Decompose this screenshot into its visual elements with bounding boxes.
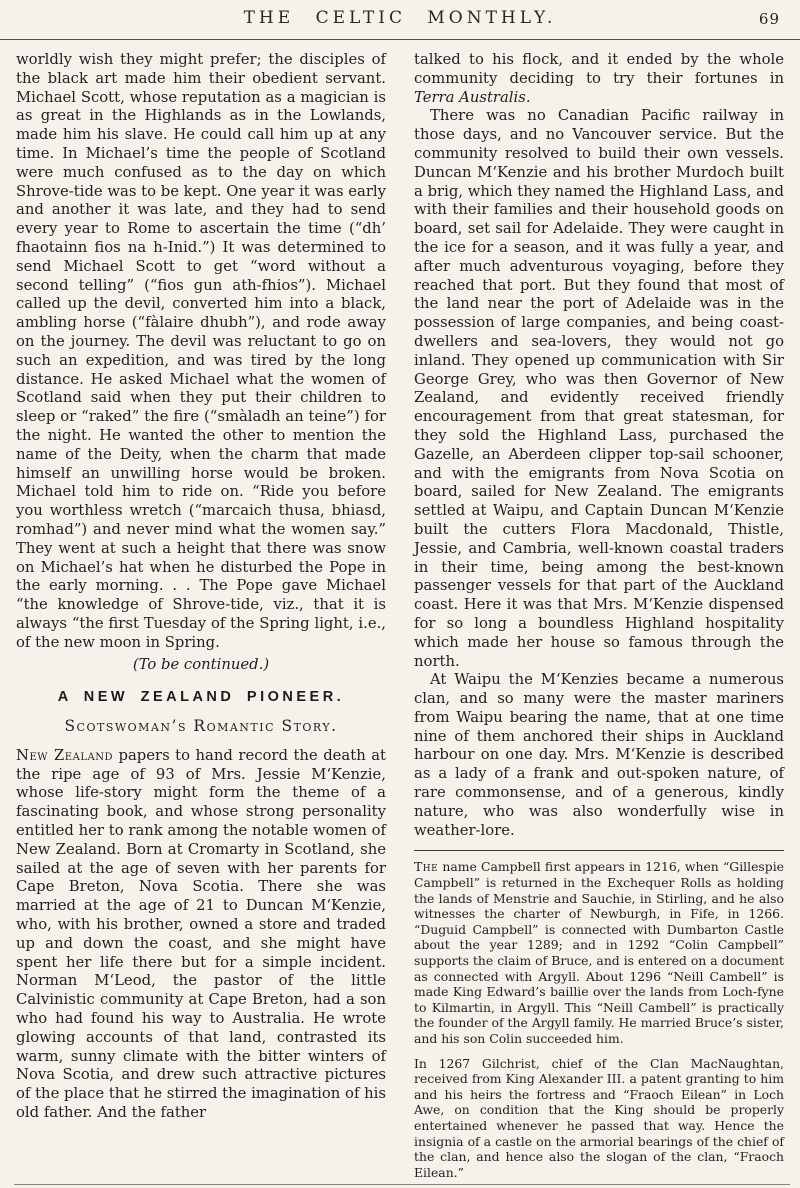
masthead-row bbox=[16, 8, 784, 34]
macnaughtan-note-lead: In bbox=[414, 1055, 427, 1071]
masthead bbox=[16, 8, 784, 40]
campbell-note bbox=[414, 859, 784, 1046]
article-opening-text: papers to hand record the death at the ripe age of 93 of Mrs. Jessie M‘Kenzie, whose life-story might form the theme of a fascinating book, and whose strong personality entitled her to rank among the notable women of New Zealand. Born at Cromarty in Scotland, she sailed at the age of seven with her parents for Cape Breton, Nova Scotia. There she was married at the age of 21 to Duncan M‘Kenzie, who, with his brother, owned a store and traded up and down the coast, and she might have spent her life there but for a simple incident. Norman M‘Leod, the pastor of the little Calvinistic community at Cape Breton, had a son who had found his way to Australia. He wrote glowing accounts of that land, contrasted its warm, sunny climate with the bitter winters of Nova Scotia, and drew such attractive pictures of the place that he stirred the imagination of his old father. And the father bbox=[16, 746, 386, 1122]
continued-paragraph bbox=[414, 51, 784, 107]
article-opening-paragraph bbox=[16, 747, 386, 1123]
article-subheading: Scotswoman’s Romantic Story. bbox=[64, 717, 338, 736]
latin-phrase: Terra Australis. bbox=[414, 88, 531, 106]
campbell-note-text: name Campbell first appears in 1216, when “Gillespie Campbell” is returned in the Exchequer Rolls as holding the lands of Menstrie and Sauchie, in Stirling, and he also witnesses the charter of Newburgh, in Fife, in 1266. “Duguid Campbell” is connected with Dumbarton Castle about the year 1289; and in 1292 “Colin Campbell” supports the claim of Bruce, and is entered on a document as connected with Argyll. About 1296 “Neill Cambell” is made King Edward’s baillie over the lands from Loch-fyne to Kilmartin, in Argyll. This “Neill Cambell” is practically the founder of the Argyll family. He married Bruce’s sister, and his son Colin succeeded him. bbox=[414, 859, 784, 1046]
macnaughtan-note-text: 1267 Gilchrist, chief of the Clan MacNaughtan, received from King Alexander III. a patent granting to him and his heirs the fortress and “Fraoch Eilean” in Loch Awe, on condition that the King should be properly entertained whenever he passed that way. Hence the insignia of a castle on the armorial bearings of the chief of the clan, and hence also the slogan of the clan, “Fraoch Eilean.” bbox=[414, 1055, 784, 1180]
footnote-rule bbox=[414, 850, 784, 851]
article-heading: A NEW ZEALAND PIONEER. bbox=[57, 689, 345, 706]
campbell-note-lead: The bbox=[414, 859, 439, 875]
page-bottom-rule bbox=[14, 1184, 790, 1185]
voyage-paragraph: There was no Canadian Pacific railway in those days, and no Vancouver service. But the community resolved to build their own vessels. Duncan M‘Kenzie and his brother Murdoch built a brig, which they named the Highland Lass, and with their families and their household goods on board, set sail for Adelaide. They were caught in the ice for a season, and it was fully a year, and after much adventurous voyaging, before they reached that port. But they found that most of the land near the port of Adelaide was in the possession of large companies, and being coast-dwellers and sea-lovers, they would not go inland. They opened up communication with Sir George Grey, who was then Governor of New Zealand, and evidently received friendly encouragement from that great statesman, for they sold the Highland Lass, purchased the Gazelle, an Aberdeen clipper top-sail schooner, and with the emigrants from Nova Scotia on board, sailed for New Zealand. The emigrants settled at Waipu, and Captain Duncan M‘Kenzie built the cutters Flora Macdonald, Thistle, Jessie, and Cambria, well-known coastal traders in their time, being among the best-known passenger vessels for that part of the Auckland coast. Here it was that Mrs. M‘Kenzie dispensed for so long a boundless Highland hospitality which made her house so famous through the north. bbox=[414, 107, 784, 670]
two-column-body bbox=[16, 51, 784, 1180]
to-be-continued-note: (To be continued.) bbox=[132, 655, 270, 673]
publication-title: THE CELTIC MONTHLY. bbox=[243, 8, 557, 28]
continuation-paragraph: worldly wish they might prefer; the disciples of the black art made him their obedient servant. Michael Scott, whose reputation as a magician is as great in the Highlands as in the Lowlands, made him his slave. He could call him up at any time. In Michael’s time the people of Scotland were much confused as to the day on which Shrove-tide was to be kept. One year it was early and another it was late, and they had to send every year to Rome to ascertain the time (“dh’ fhaotainn fios na h-Inid.”) It was determined to send Michael Scott to get “word without a second telling” (“fios gun ath-fhios”). Michael called up the devil, converted him into a black, ambling horse (“fàlaire dhubh”), and rode away on the journey. The devil was reluctant to go on such an expedition, and was tired by the long distance. He asked Michael what the women of Scotland said when they put their children to sleep or “raked” the fire (“smàladh an teine”) for the night. He wanted the other to mention the name of the Deity, when the charm that made himself an unwilling horse would be broken. Michael told him to ride on. “Ride you before you worthless wretch (“marcaich thusa, bhiasd, romhad”) and never mind what the women say.” They went at such a height that there was snow on Michael’s hat when he disturbed the Pope in the early morning. . . The Pope gave Michael “the knowledge of Shrove-tide, viz., that it is always “the first Tuesday of the Spring light, i.e., of the new moon in Spring. bbox=[16, 51, 386, 651]
article-lead-words: New Zealand bbox=[16, 746, 113, 764]
macnaughtan-note bbox=[414, 1056, 784, 1181]
page-number: 69 bbox=[758, 10, 780, 28]
right-column bbox=[414, 51, 784, 1180]
masthead-rule bbox=[0, 39, 800, 40]
waipu-clan-paragraph: At Waipu the M‘Kenzies became a numerous clan, and so many were the master mariners from Waipu bearing the name, that at one time nine of them anchored their ships in Auckland harbour on one day. Mrs. M‘Kenzie is described as a lady of a frank and out-spoken nature, of rare commonsense, and of a generous, kindly nature, who was also wonderfully wise in weather-lore. bbox=[414, 671, 784, 839]
continued-paragraph-text: talked to his flock, and it ended by the whole community deciding to try their fortunes in bbox=[414, 51, 784, 87]
left-column bbox=[16, 51, 386, 1180]
